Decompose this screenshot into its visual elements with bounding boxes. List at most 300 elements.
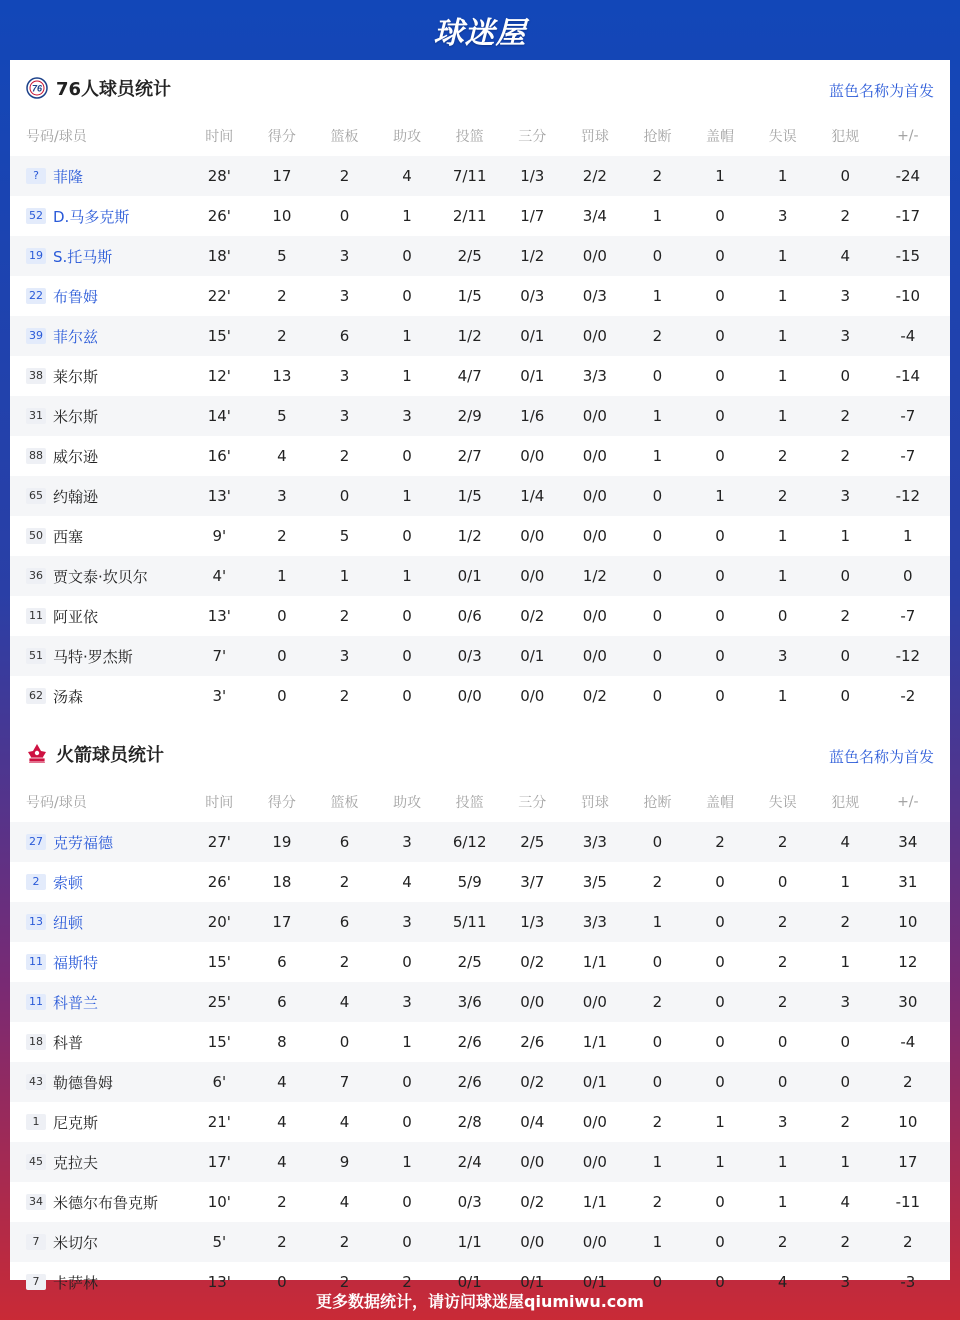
player-name[interactable]: 马特·罗杰斯 [53,647,133,666]
stat-cell: 0 [402,287,412,305]
column-header: +/- [897,128,919,144]
stat-cell: 0 [777,1073,788,1091]
table-row[interactable] [10,436,950,476]
stat-cell: 4 [840,247,850,265]
stat-cell: 12' [207,367,231,385]
footer-banner[interactable] [0,1280,960,1320]
stat-cell: 7 [339,1073,350,1091]
stat-cell: 2 [840,1113,850,1131]
player-name[interactable]: 卡萨林 [53,1273,99,1292]
stat-cell: 0/2 [520,607,545,625]
stat-cell: 0 [402,1233,412,1251]
player-name[interactable]: 克拉夫 [53,1153,99,1172]
player-cell [10,952,188,973]
stat-cell: 4 [339,1193,350,1211]
stat-cell: 0/0 [582,993,607,1011]
stat-cell: 0 [402,447,412,465]
table-header [10,116,950,156]
stat-cell: 0 [715,287,725,305]
stat-cell: 34 [898,833,918,851]
stat-cell: 0/2 [520,953,545,971]
table-row[interactable] [10,356,950,396]
player-name[interactable]: D.马多克斯 [53,207,130,226]
player-cell [10,206,188,227]
stat-cell: 0 [715,873,725,891]
stat-cell: 3 [402,833,412,851]
column-header: 得分 [267,795,296,811]
table-row[interactable] [10,276,950,316]
stat-cell: 3' [212,687,227,705]
stat-cell: 1 [402,327,412,345]
stat-cell: 26' [207,873,231,891]
column-header: 三分 [518,129,547,145]
stat-cell: -14 [895,367,921,385]
jersey-number: 36 [26,568,46,584]
table-row[interactable] [10,556,950,596]
stat-cell: 3 [840,327,850,345]
jersey-number: 38 [26,368,46,384]
svg-text:76: 76 [31,83,43,94]
stat-cell: 0/0 [520,567,545,585]
stat-cell: 7/11 [452,167,487,185]
stat-cell: -12 [895,487,921,505]
stat-cell: 0/4 [520,1113,545,1131]
stat-cell: 0 [402,687,412,705]
stat-cell: 0/1 [457,567,482,585]
jersey-number: 52 [26,208,46,224]
stat-cell: 1/2 [520,247,545,265]
stat-cell: 27' [207,833,231,851]
column-header: 失误 [768,795,797,811]
stat-cell: 0/1 [520,647,545,665]
stat-cell: 1 [777,527,788,545]
stat-cell: 0/0 [520,447,545,465]
stat-cell: 0/0 [520,687,545,705]
column-header: 篮板 [330,795,359,811]
stat-cell: 0 [652,487,663,505]
stat-cell: 10 [898,913,918,931]
stat-cell: 2 [777,487,788,505]
stat-cell: 0/3 [582,287,607,305]
stat-cell: 1 [339,567,350,585]
stat-cell: 2 [339,687,350,705]
player-cell [10,406,188,427]
stat-cell: 2/5 [457,247,482,265]
stat-cell: 8 [277,1033,287,1051]
stat-cell: 3/7 [520,873,545,891]
stat-cell: 0/2 [582,687,607,705]
stat-cell: 2 [339,1233,350,1251]
stat-cell: 0/0 [520,527,545,545]
stat-cell: 28' [207,167,231,185]
player-name[interactable]: 米切尔 [53,1233,99,1252]
table-row[interactable] [10,1022,950,1062]
player-cell [10,366,188,387]
table-row[interactable] [10,862,950,902]
stat-cell: 0/0 [457,687,482,705]
table-row[interactable] [10,1222,950,1262]
player-cell [10,1192,188,1213]
player-name[interactable]: 布鲁姆 [53,287,99,306]
jersey-number: 62 [26,688,46,704]
stat-cell: 0/0 [582,607,607,625]
stat-cell: 2 [903,1233,913,1251]
stat-cell: 0 [777,607,788,625]
table-row[interactable] [10,902,950,942]
stat-cell: 1 [777,407,788,425]
stat-cell: 15' [207,327,231,345]
stat-cell: -4 [900,327,916,345]
table-row[interactable] [10,316,950,356]
stat-cell: 3 [777,1113,788,1131]
stat-cell: 0/1 [582,1073,607,1091]
stat-cell: 10 [272,207,292,225]
stat-cell: 0 [277,607,287,625]
table-row[interactable] [10,982,950,1022]
stat-cell: 13 [272,367,292,385]
jersey-number: 11 [26,994,46,1010]
stat-cell: 0 [339,487,350,505]
player-cell [10,1072,188,1093]
stat-cell: 0 [402,1073,412,1091]
stat-cell: 0 [715,993,725,1011]
stat-cell: 16' [207,447,231,465]
stat-cell: 2 [277,327,287,345]
stat-cell: 2/7 [457,447,482,465]
stat-cell: 3 [840,1273,850,1291]
stat-cell: 1 [715,1113,725,1131]
stat-cell: 2/2 [582,167,607,185]
stat-cell: 1 [777,167,788,185]
stat-cell: 21' [207,1113,231,1131]
stat-cell: 0 [402,1193,412,1211]
player-cell [10,1152,188,1173]
stat-cell: 1/3 [520,167,545,185]
table-row[interactable] [10,1182,950,1222]
player-cell [10,1032,188,1053]
table-row[interactable] [10,516,950,556]
stat-cell: 0/0 [582,1153,607,1171]
jersey-number: 2 [26,874,46,890]
stat-cell: 6 [277,993,287,1011]
stat-cell: 0/0 [582,487,607,505]
stat-cell: 0 [840,1033,850,1051]
stat-cell: 6 [339,327,350,345]
stat-cell: 5 [277,247,287,265]
column-header: 抢断 [643,129,672,145]
stat-cell: 1/2 [582,567,607,585]
stat-cell: 1 [652,913,663,931]
table-row[interactable] [10,476,950,516]
table-row[interactable] [10,156,950,196]
stat-cell: 2 [339,167,350,185]
stat-cell: 0 [715,407,725,425]
table-row[interactable] [10,596,950,636]
player-name[interactable]: 贾文泰·坎贝尔 [53,567,148,586]
stat-cell: 1 [777,247,788,265]
stat-cell: 0 [715,1233,725,1251]
stat-cell: 0 [715,327,725,345]
table-row[interactable] [10,1102,950,1142]
player-name[interactable]: 克劳福德 [53,833,114,852]
player-name[interactable]: 米德尔布鲁克斯 [53,1193,159,1212]
stat-cell: -15 [895,247,921,265]
stat-cell: 0 [402,1113,412,1131]
starter-legend: 蓝色名称为首发 [828,748,934,766]
stat-cell: 0 [715,953,725,971]
stat-cell: 1 [840,873,850,891]
sixers-logo-icon [26,77,48,99]
stat-cell: 2 [339,873,350,891]
player-name[interactable]: 莱尔斯 [53,367,99,386]
table-row[interactable] [10,1142,950,1182]
stat-cell: 4 [277,1113,287,1131]
stat-cell: 7' [212,647,227,665]
stat-cell: 2 [777,1233,788,1251]
stat-cell: 2 [840,407,850,425]
stat-cell: 0 [715,207,725,225]
stat-cell: 0 [402,607,412,625]
stat-cell: 2 [339,953,350,971]
player-cell [10,166,188,187]
player-name[interactable]: 科普兰 [53,993,99,1012]
stat-cell: 2 [840,1233,850,1251]
stat-cell: 0 [652,647,663,665]
stat-cell: 26' [207,207,231,225]
table-row[interactable] [10,636,950,676]
table-row[interactable] [10,196,950,236]
stat-cell: 1 [652,1233,663,1251]
stat-cell: 9' [212,527,227,545]
stat-cell: 6' [212,1073,227,1091]
stat-cell: 4 [840,1193,850,1211]
stat-cell: 25' [207,993,231,1011]
stat-cell: 3 [777,207,788,225]
table-row[interactable] [10,822,950,862]
stat-cell: 1 [777,687,788,705]
stat-cell: 0 [402,247,412,265]
stat-cell: 17 [272,167,292,185]
stat-cell: 6 [277,953,287,971]
jersey-number: 11 [26,954,46,970]
table-row[interactable] [10,236,950,276]
stat-cell: 0 [339,1033,350,1051]
column-header: 盖帽 [706,129,735,145]
player-name[interactable]: 纽顿 [53,913,84,932]
column-header: 时间 [205,795,234,811]
player-name[interactable]: 阿亚依 [53,607,99,626]
jersey-number: 50 [26,528,46,544]
stat-cell: 1 [402,367,412,385]
stat-cell: 1 [777,327,788,345]
player-cell [10,286,188,307]
table-row[interactable] [10,942,950,982]
stat-cell: 0/0 [582,247,607,265]
stat-cell: 0 [715,247,725,265]
stat-cell: 0 [652,953,663,971]
column-header: 投篮 [455,129,484,145]
jersey-number: 11 [26,608,46,624]
jersey-number: 31 [26,408,46,424]
jersey-number: 22 [26,288,46,304]
stat-cell: 4 [277,447,287,465]
stat-cell: 2 [277,287,287,305]
stat-cell: 1 [402,1033,412,1051]
stat-cell: 0 [339,207,350,225]
player-name[interactable]: 索顿 [53,873,84,892]
player-name[interactable]: S.托马斯 [53,247,113,266]
player-name[interactable]: 汤森 [53,687,84,706]
player-name[interactable]: 尼克斯 [53,1113,99,1132]
column-header: 号码/球员 [26,129,87,145]
stat-cell: 2 [652,1113,663,1131]
stat-cell: 0 [277,687,287,705]
stat-cell: 1/1 [582,953,607,971]
stat-cell: 15' [207,953,231,971]
stat-cell: 0/0 [520,1153,545,1171]
stat-cell: 5' [212,1233,227,1251]
stat-cell: 0/0 [582,447,607,465]
stat-cell: 1 [715,1153,725,1171]
stat-cell: -4 [900,1033,916,1051]
stat-cell: 1 [402,487,412,505]
stat-cell: 0/0 [582,1113,607,1131]
stat-cell: 18 [272,873,292,891]
stat-cell: -12 [895,647,921,665]
stat-cell: 2/11 [452,207,487,225]
footer-text[interactable]: 更多数据统计，请访问球迷屋qiumiwu.com [316,1291,644,1311]
stat-cell: 19 [272,833,292,851]
stat-cell: 20' [207,913,231,931]
player-name[interactable]: 科普 [53,1033,84,1052]
column-header: 号码/球员 [26,795,87,811]
stat-cell: -11 [895,1193,921,1211]
stat-cell: 0 [652,1033,663,1051]
player-name[interactable]: 米尔斯 [53,407,99,426]
stat-cell: 1 [840,1153,850,1171]
jersey-number: 88 [26,448,46,464]
team-title: 火箭球员统计 [56,745,164,766]
stat-cell: 4 [840,833,850,851]
team-section [10,726,950,1302]
column-header: 三分 [518,795,547,811]
stat-cell: 3 [339,647,350,665]
stat-cell: 4' [212,567,227,585]
starter-legend: 蓝色名称为首发 [828,82,934,100]
jersey-number: 39 [26,328,46,344]
stat-cell: 2/9 [457,407,482,425]
table-row[interactable] [10,1062,950,1102]
player-cell [10,832,188,853]
section-title [10,726,950,782]
stat-cell: 1 [652,207,663,225]
player-cell [10,686,188,707]
stat-cell: 0 [715,1073,725,1091]
stat-cell: 30 [898,993,918,1011]
jersey-number: ? [26,168,46,184]
stat-cell: 3 [339,247,350,265]
stat-cell: 4 [339,1113,350,1131]
stat-cell: 3/5 [582,873,607,891]
stat-cell: 0 [715,647,725,665]
stat-cell: 0/1 [520,1273,545,1291]
stat-cell: 2 [715,833,725,851]
stat-cell: 2 [277,1233,287,1251]
stat-cell: -7 [900,407,916,425]
stat-cell: 2 [339,607,350,625]
stat-cell: 2/6 [520,1033,545,1051]
stat-cell: 1/5 [457,487,482,505]
stat-cell: 0 [715,367,725,385]
stat-cell: 1/2 [457,527,482,545]
stat-cell: -10 [895,287,921,305]
stat-cell: -3 [900,1273,916,1291]
stat-cell: 0 [652,567,663,585]
stat-cell: 0 [402,953,412,971]
player-name[interactable]: 菲尔兹 [53,327,99,346]
player-name[interactable]: 威尔逊 [53,447,99,466]
stat-cell: 0 [715,1193,725,1211]
rockets-logo-icon [26,743,48,765]
stat-cell: 0 [277,647,287,665]
column-header: 得分 [267,129,296,145]
table-row[interactable] [10,676,950,716]
stat-cell: 1 [652,1153,663,1171]
stat-cell: 3/4 [582,207,607,225]
stat-cell: 2/5 [520,833,545,851]
stat-cell: 0/0 [582,647,607,665]
stat-cell: 1 [777,1193,788,1211]
app-header [0,0,960,60]
team-section [10,60,950,726]
stat-cell: 1/2 [457,327,482,345]
stat-cell: 1 [402,1153,412,1171]
player-name[interactable]: 菲隆 [53,167,84,186]
stat-cell: 6 [339,833,350,851]
column-header: 罚球 [580,795,609,811]
stat-cell: 0 [652,1073,663,1091]
stat-cell: 0 [652,247,663,265]
player-cell [10,1232,188,1253]
stat-cell: 2 [339,1273,350,1291]
stat-cell: 0 [840,167,850,185]
section-spacer [10,716,950,726]
stat-cell: 1/5 [457,287,482,305]
stat-cell: 0 [903,567,913,585]
stat-cell: 2 [777,953,788,971]
jersey-number: 65 [26,488,46,504]
stat-cell: 2 [277,1193,287,1211]
stat-cell: 0/0 [582,1233,607,1251]
player-name[interactable]: 福斯特 [53,953,99,972]
stat-cell: 1 [402,567,412,585]
stat-cell: 0 [840,647,850,665]
stat-cell: 0/1 [520,327,545,345]
stat-cell: 3/3 [582,367,607,385]
column-header: 犯规 [831,795,860,811]
jersey-number: 34 [26,1194,46,1210]
stat-cell: 3 [339,287,350,305]
table-row[interactable] [10,396,950,436]
player-name[interactable]: 西塞 [53,527,84,546]
stat-cell: 0 [840,567,850,585]
player-name[interactable]: 勒德鲁姆 [53,1073,114,1092]
jersey-number: 13 [26,914,46,930]
stat-cell: 17 [898,1153,918,1171]
stat-cell: 2 [652,993,663,1011]
stat-cell: 0/1 [582,1273,607,1291]
player-name[interactable]: 约翰逊 [53,487,99,506]
